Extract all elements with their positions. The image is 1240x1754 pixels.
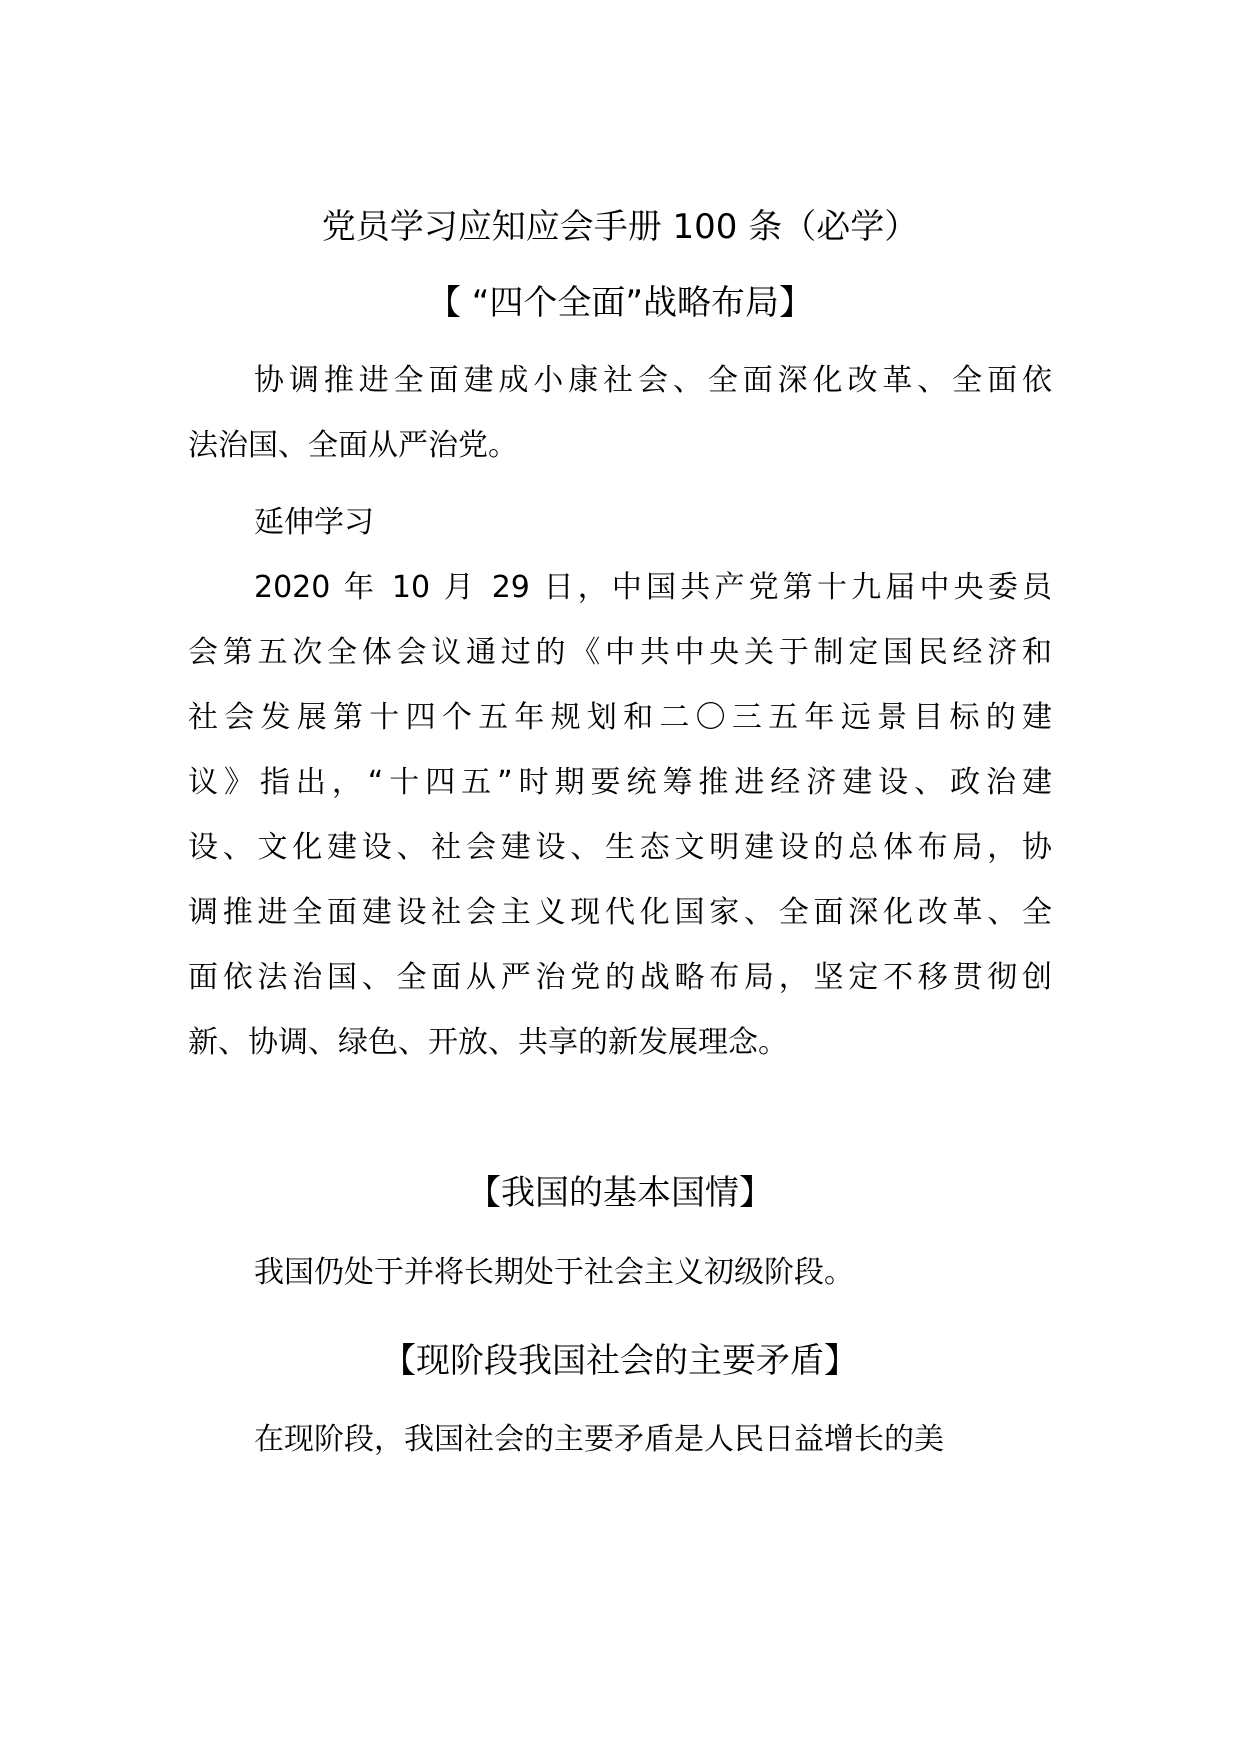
paragraph-line: 社会发展第十四个五年规划和二〇三五年远景目标的建 bbox=[188, 700, 1052, 735]
section-heading-principal-contradiction: 【现阶段我国社会的主要矛盾】 bbox=[382, 1341, 858, 1381]
section-paragraph: 我国仍处于并将长期处于社会主义初级阶段。 bbox=[254, 1255, 854, 1290]
document-title: 党员学习应知应会手册 100 条（必学） bbox=[321, 207, 919, 247]
extended-paragraph bbox=[188, 555, 1052, 1075]
section-heading-four-comprehensives: 【 “四个全面”战略布局】 bbox=[426, 283, 814, 323]
paragraph-line: 设、文化建设、社会建设、生态文明建设的总体布局，协 bbox=[188, 830, 1052, 865]
section-heading-basic-national-conditions: 【我国的基本国情】 bbox=[467, 1173, 773, 1213]
paragraph-line: 面依法治国、全面从严治党的战略布局，坚定不移贯彻创 bbox=[188, 960, 1052, 995]
paragraph-line: 2020 年 10 月 29 日，中国共产党第十九届中央委员 bbox=[254, 570, 1052, 605]
paragraph-line: 调推进全面建设社会主义现代化国家、全面深化改革、全 bbox=[188, 895, 1052, 930]
extended-learning-label: 延伸学习 bbox=[254, 505, 374, 540]
paragraph-line: 会第五次全体会议通过的《中共中央关于制定国民经济和 bbox=[188, 635, 1052, 670]
section-paragraph: 在现阶段，我国社会的主要矛盾是人民日益增长的美 bbox=[254, 1422, 944, 1457]
paragraph-line: 新、协调、绿色、开放、共享的新发展理念。 bbox=[188, 1025, 788, 1060]
paragraph-line: 法治国、全面从严治党。 bbox=[188, 428, 518, 463]
paragraph-line: 协调推进全面建成小康社会、全面深化改革、全面依 bbox=[254, 363, 1052, 398]
section-paragraph bbox=[188, 348, 1052, 478]
paragraph-line: 议》指出，“十四五”时期要统筹推进经济建设、政治建 bbox=[188, 765, 1052, 800]
